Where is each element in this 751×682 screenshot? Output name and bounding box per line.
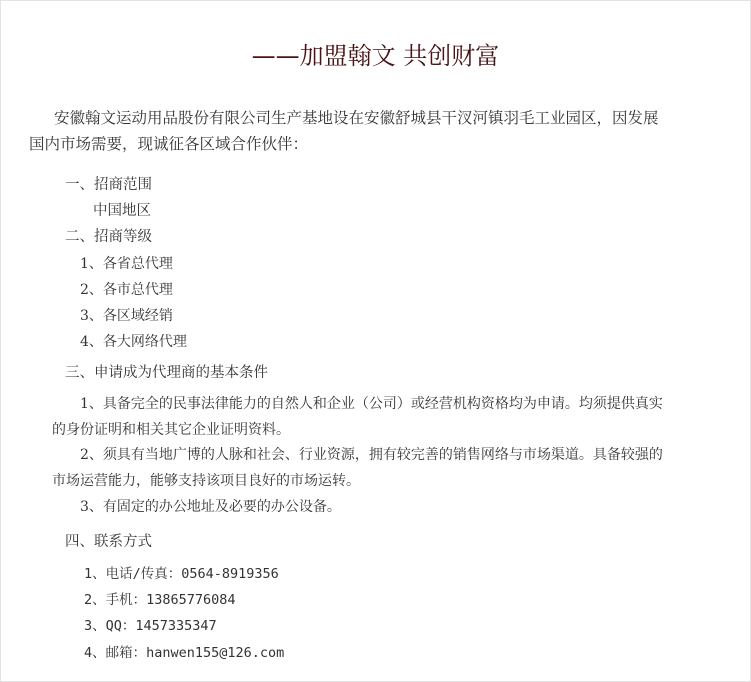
condition-2-line-1: 2、须具有当地广博的人脉和社会、行业资源，拥有较完善的销售网络与市场渠道。具备较强的 bbox=[80, 447, 663, 463]
intro-line-1: 安徽翰文运动用品股份有限公司生产基地设在安徽舒城县干汊河镇羽毛工业园区，因发展 bbox=[54, 109, 659, 127]
section-heading-contact: 四、联系方式 bbox=[65, 534, 152, 550]
level-item: 4、各大网络代理 bbox=[80, 334, 187, 350]
condition-1-line-1: 1、具备完全的民事法律能力的自然人和企业（公司）或经营机构资格均为申请。均须提供真实 bbox=[80, 396, 663, 412]
contact-mobile: 2、手机：13865776084 bbox=[84, 592, 236, 608]
level-item: 3、各区域经销 bbox=[80, 308, 173, 324]
condition-1-line-2: 的身份证明和相关其它企业证明资料。 bbox=[52, 422, 290, 438]
level-item: 1、各省总代理 bbox=[80, 256, 173, 272]
contact-qq: 3、QQ：1457335347 bbox=[84, 618, 217, 634]
condition-2-line-2: 市场运营能力，能够支持该项目良好的市场运转。 bbox=[52, 473, 360, 489]
section-heading-levels: 二、招商等级 bbox=[65, 229, 152, 245]
section-heading-scope: 一、招商范围 bbox=[65, 177, 152, 193]
section-heading-conditions: 三、申请成为代理商的基本条件 bbox=[65, 365, 268, 381]
page-title: ——加盟翰文 共创财富 bbox=[251, 42, 500, 70]
contact-email: 4、邮箱：hanwen155@126.com bbox=[84, 645, 285, 661]
condition-3-line-1: 3、有固定的办公地址及必要的办公设备。 bbox=[80, 499, 341, 515]
level-item: 2、各市总代理 bbox=[80, 282, 173, 298]
intro-line-2: 国内市场需要，现诚征各区域合作伙伴： bbox=[29, 135, 309, 153]
contact-phone-fax: 1、电话/传真：0564-8919356 bbox=[84, 566, 279, 582]
scope-content: 中国地区 bbox=[93, 203, 151, 219]
